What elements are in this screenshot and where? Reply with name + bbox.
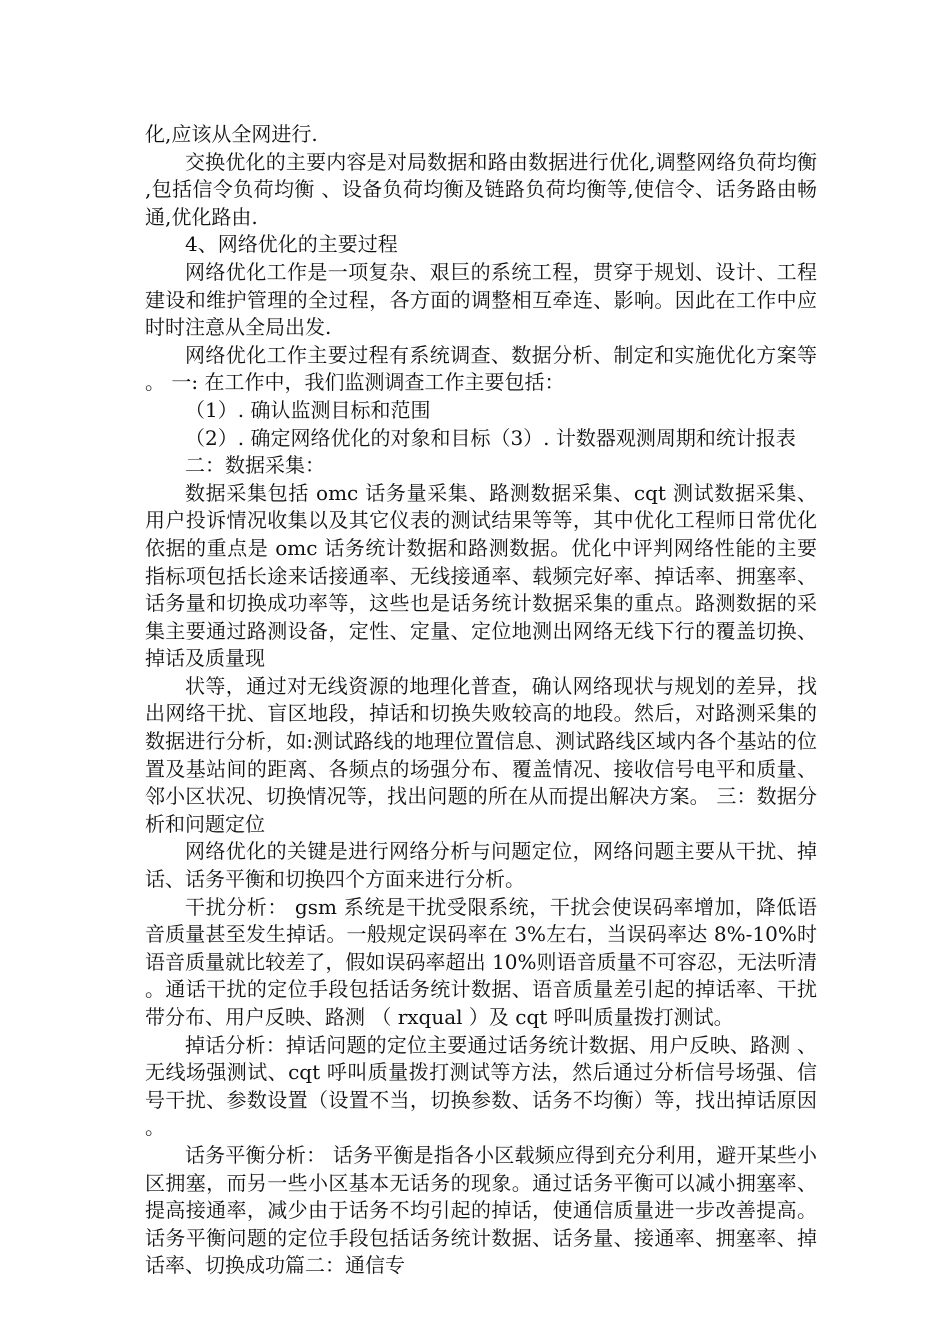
paragraph: 网络优化的关键是进行网络分析与问题定位，网络问题主要从干扰、掉话、话务平衡和切换四个方面来进行分析。 <box>145 839 817 892</box>
document-body <box>145 121 817 1280</box>
paragraph: 数据采集包括 omc 话务量采集、路测数据采集、cqt 测试数据采集、用户投诉情况收集以及其它仪表的测试结果等等，其中优化工程师日常优化依据的重点是 omc 话务统计数据和路测数据。优化中评判网络性能的主要指标项包括长途来话接通率、无线接通率、载频完好率、掉话率、拥塞率、话务量和切换成功率等，这些也是话务统计数据采集的重点。路测数据的采集主要通过路测设备，定性、定量、定位地测出网络无线下行的覆盖切换、掉话及质量现 <box>145 480 817 671</box>
paragraph: 干扰分析： gsm 系统是干扰受限系统，干扰会使误码率增加，降低语音质量甚至发生掉话。一般规定误码率在 3%左右，当误码率达 8%-10%时语音质量就比较差了，假如误码率超出 10%则语音质量不可容忍，无法听清。通话干扰的定位手段包括话务统计数据、语音质量差引起的掉话率、干扰带分布、用户反映、路测 （ rxqual ）及 cqt 呼叫质量拨打测试。 <box>145 894 817 1029</box>
section-heading: 二：数据采集： <box>185 453 325 478</box>
paragraph: 话务平衡分析： 话务平衡是指各小区载频应得到充分利用，避开某些小区拥塞，而另一些小区基本无话务的现象。通过话务平衡可以减小拥塞率、提高接通率，减少由于话务不均引起的掉话，使通信质量进一步改善提高。话务平衡问题的定位手段包括话务统计数据、话务量、接通率、拥塞率、掉话率、切换成功篇二：通信专 <box>145 1142 817 1278</box>
paragraph: 交换优化的主要内容是对局数据和路由数据进行优化,调整网络负荷均衡,包括信令负荷均衡 、设备负荷均衡及链路负荷均衡等,使信令、话务路由畅通,优化路由. <box>145 149 817 229</box>
paragraph: 掉话分析：掉话问题的定位主要通过话务统计数据、用户反映、路测 、无线场强测试、cqt 呼叫质量拨打测试等方法，然后通过分析信号场强、信号干扰、参数设置（设置不当，切换参数、话务不均衡）等，找出掉话原因。 <box>145 1032 817 1140</box>
paragraph: 状等，通过对无线资源的地理化普查，确认网络现状与规划的差异，找出网络干扰、盲区地段，掉话和切换失败较高的地段。然后，对路测采集的数据进行分析，如:测试路线的地理位置信息、测试路线区域内各个基站的位置及基站间的距离、各频点的场强分布、覆盖情况、接收信号电平和质量、邻小区状况、切换情况等，找出问题的所在从而提出解决方案。 三：数据分析和问题定位 <box>145 673 817 836</box>
paragraph: 网络优化工作是一项复杂、艰巨的系统工程，贯穿于规划、设计、工程建设和维护管理的全过程，各方面的调整相互牵连、影响。因此在工作中应时时注意从全局出发. <box>145 259 817 340</box>
list-item: （1）. 确认监测目标和范围 <box>185 397 431 422</box>
paragraph: 化,应该从全网进行. <box>145 122 318 146</box>
section-heading: 4、网络优化的主要过程 <box>185 232 398 257</box>
list-item: （2）. 确定网络优化的对象和目标（3）. 计数器观测周期和统计报表 <box>185 425 796 450</box>
paragraph: 网络优化工作主要过程有系统调查、数据分析、制定和实施优化方案等。 一: 在工作中，我们监测调查工作主要包括： <box>145 342 817 395</box>
